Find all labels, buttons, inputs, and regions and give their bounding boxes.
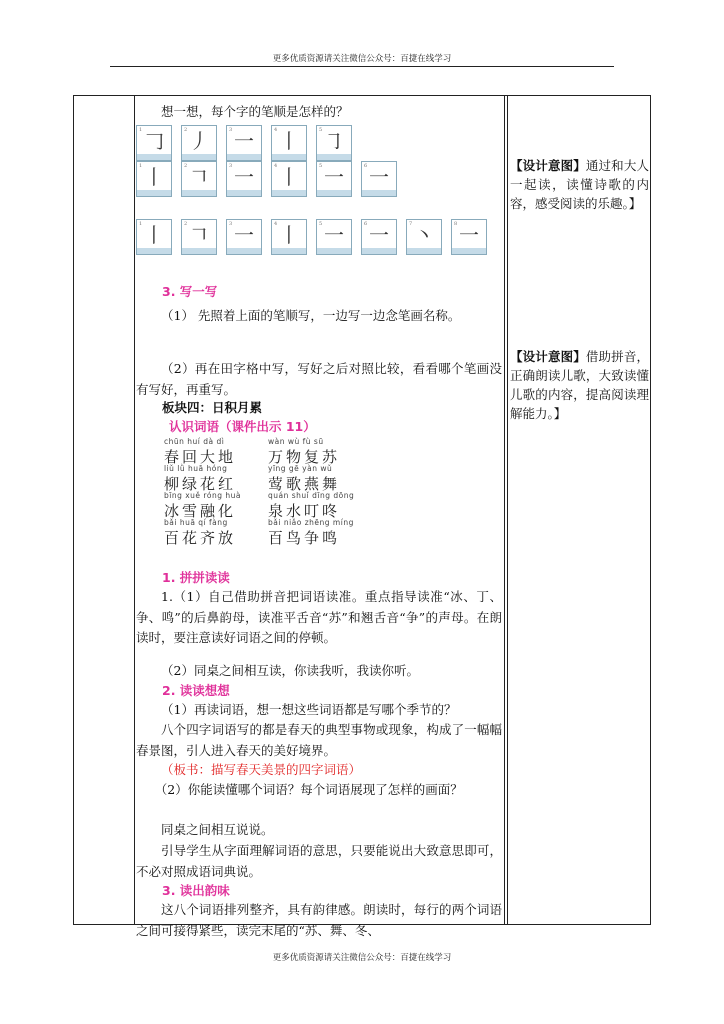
think-paragraph-2: 八个四字词语写的都是春天的典型事物或现象，构成了一幅幅春景图，引人进入春天的美好境界。 bbox=[136, 722, 502, 758]
rhythm-paragraph: 这八个词语排列整齐，具有韵律感。朗读时，每行的两个词语之间可接得紧些，读完末尾的“苏、舞、冬、 bbox=[136, 902, 502, 938]
think-paragraph-1: （1）再读词语，想一想这些词语都是写哪个季节的？ bbox=[161, 702, 457, 717]
stroke-step-number: 4 bbox=[274, 127, 278, 133]
stroke-caption-bar bbox=[317, 190, 351, 196]
design-note-text: 借助拼音，正确朗读儿歌，大致读懂儿歌的内容，提高阅读理解能力。】 bbox=[510, 349, 649, 421]
block-title: 板块四：日积月累 bbox=[162, 400, 263, 415]
stroke-caption-bar bbox=[137, 248, 171, 254]
design-note-label: 【设计意图】 bbox=[510, 158, 586, 173]
vocab-hanzi: 春回大地 bbox=[164, 448, 237, 466]
stroke-step-box bbox=[136, 161, 172, 197]
stroke-step-number: 6 bbox=[364, 163, 368, 169]
vocab-pinyin: chūn huí dà dì bbox=[164, 437, 225, 446]
stroke-step-box bbox=[181, 125, 217, 161]
stroke-step-number: 2 bbox=[184, 127, 188, 133]
stroke-step-number: 4 bbox=[274, 163, 278, 169]
vocab-item bbox=[268, 437, 368, 467]
column-divider bbox=[504, 96, 505, 924]
stroke-glyph: ㇆ bbox=[324, 129, 344, 153]
vocab-hanzi: 泉水叮咚 bbox=[268, 502, 341, 520]
pinyin-paragraph-2: （2）同桌之间相互读，你读我听，我读你听。 bbox=[161, 663, 419, 678]
stroke-caption-bar bbox=[407, 248, 441, 254]
stroke-step-box bbox=[451, 219, 487, 255]
section-title-pinyin: 1. 拼拼读读 bbox=[162, 570, 230, 585]
stroke-glyph: 𠃍 bbox=[189, 165, 209, 189]
vocab-item bbox=[164, 518, 264, 548]
stroke-glyph: 𠃍 bbox=[189, 223, 209, 247]
vocab-pinyin: yīng gē yàn wǔ bbox=[268, 464, 333, 473]
stroke-step-box bbox=[181, 219, 217, 255]
stroke-caption-bar bbox=[182, 248, 216, 254]
page-footer: 更多优质资源请关注微信公众号：百捷在线学习 bbox=[272, 953, 452, 963]
section-title-think: 2. 读读想想 bbox=[162, 683, 230, 698]
stroke-caption-bar bbox=[362, 190, 396, 196]
stroke-step-box bbox=[181, 161, 217, 197]
stroke-glyph: 一 bbox=[369, 165, 389, 189]
stroke-glyph: 𠃌 bbox=[144, 129, 164, 153]
vocab-hanzi: 莺歌燕舞 bbox=[268, 475, 341, 493]
vocab-pinyin: wàn wù fù sū bbox=[268, 437, 324, 446]
stroke-glyph: 一 bbox=[459, 223, 479, 247]
stroke-step-number: 6 bbox=[364, 221, 368, 227]
vocab-pinyin: bǎi huā qí fàng bbox=[164, 518, 228, 527]
vocab-hanzi: 柳绿花红 bbox=[164, 475, 237, 493]
stroke-step-box bbox=[361, 161, 397, 197]
vocab-item bbox=[164, 437, 264, 467]
stroke-glyph: 丶 bbox=[414, 223, 434, 247]
stroke-step-box bbox=[316, 161, 352, 197]
stroke-step-box bbox=[316, 125, 352, 161]
intro-text: 想一想，每个字的笔顺是怎样的？ bbox=[161, 104, 349, 119]
stroke-step-box bbox=[136, 125, 172, 161]
stroke-step-box bbox=[226, 161, 262, 197]
vocab-pinyin: quán shuǐ dīng dōng bbox=[268, 491, 355, 500]
write-paragraph-2: （2）再在田字格中写，写好之后对照比较，看看哪个笔画没有写好，再重写。 bbox=[136, 361, 502, 397]
stroke-caption-bar bbox=[182, 190, 216, 196]
stroke-step-number: 2 bbox=[184, 163, 188, 169]
vocab-item bbox=[268, 491, 368, 521]
stroke-glyph: 丿 bbox=[189, 129, 209, 153]
think-paragraph-3: （2）你能读懂哪个词语？每个词语展现了怎样的画面？ bbox=[154, 782, 463, 797]
stroke-caption-bar bbox=[317, 248, 351, 254]
section-title-rhythm: 3. 读出韵味 bbox=[162, 883, 230, 898]
vocab-pinyin: bǎi niǎo zhēng míng bbox=[268, 518, 354, 527]
stroke-step-box bbox=[361, 219, 397, 255]
design-note-2 bbox=[510, 347, 649, 423]
stroke-glyph: 一 bbox=[234, 129, 254, 153]
stroke-caption-bar bbox=[452, 248, 486, 254]
vocab-item bbox=[164, 491, 264, 521]
vocab-hanzi: 百花齐放 bbox=[164, 529, 237, 547]
lesson-table bbox=[73, 95, 651, 938]
write-paragraph-1: （1） 先照着上面的笔顺写，一边写一边念笔画名称。 bbox=[161, 308, 461, 323]
vocab-pinyin: bīng xuě róng huà bbox=[164, 491, 241, 500]
design-note-label: 【设计意图】 bbox=[510, 349, 586, 364]
stroke-caption-bar bbox=[227, 154, 261, 160]
vocab-item bbox=[268, 518, 368, 548]
stroke-caption-bar bbox=[362, 248, 396, 254]
header-divider bbox=[110, 66, 614, 67]
column-divider bbox=[507, 96, 508, 924]
vocab-hanzi: 百鸟争鸣 bbox=[268, 529, 341, 547]
stroke-glyph: 一 bbox=[324, 165, 344, 189]
stroke-caption-bar bbox=[272, 190, 306, 196]
stroke-caption-bar bbox=[137, 190, 171, 196]
vocab-item bbox=[268, 464, 368, 494]
stroke-step-number: 5 bbox=[319, 127, 323, 133]
stroke-step-number: 7 bbox=[409, 221, 413, 227]
stroke-step-box bbox=[406, 219, 442, 255]
page-header: 更多优质资源请关注微信公众号：百捷在线学习 bbox=[272, 54, 452, 64]
design-note-text: 通过和大人一起读，读懂诗歌的内容，感受阅读的乐趣。】 bbox=[510, 158, 649, 211]
stroke-caption-bar bbox=[272, 154, 306, 160]
think-paragraph-4: 同桌之间相互说说。 bbox=[161, 822, 274, 837]
stroke-glyph: 丨 bbox=[279, 223, 299, 247]
stroke-step-box bbox=[226, 125, 262, 161]
stroke-step-box bbox=[136, 219, 172, 255]
stroke-step-number: 2 bbox=[184, 221, 188, 227]
stroke-step-box bbox=[271, 219, 307, 255]
stroke-glyph: 丨 bbox=[144, 165, 164, 189]
section-title-write: 3. 写一写 bbox=[162, 284, 218, 299]
stroke-step-number: 3 bbox=[229, 221, 233, 227]
stroke-glyph: 一 bbox=[234, 165, 254, 189]
vocab-title: 认识词语（课件出示 11） bbox=[169, 419, 316, 434]
stroke-step-number: 1 bbox=[139, 127, 143, 133]
stroke-glyph: 丨 bbox=[279, 165, 299, 189]
stroke-glyph: 丨 bbox=[144, 223, 164, 247]
stroke-caption-bar bbox=[317, 154, 351, 160]
stroke-step-box bbox=[271, 161, 307, 197]
stroke-caption-bar bbox=[227, 248, 261, 254]
pinyin-paragraph-1: 1.（1）自己借助拼音把词语读准。重点指导读准“冰、丁、争、鸣”的后鼻韵母，读准平舌音“苏”和翘舌音“争”的声母。在朗读时，要注意读好词语之间的停顿。 bbox=[136, 589, 502, 645]
stroke-step-box bbox=[316, 219, 352, 255]
stroke-step-number: 8 bbox=[454, 221, 458, 227]
stroke-glyph: 一 bbox=[234, 223, 254, 247]
stroke-step-number: 3 bbox=[229, 127, 233, 133]
stroke-step-number: 1 bbox=[139, 163, 143, 169]
stroke-glyph: 丨 bbox=[279, 129, 299, 153]
stroke-glyph: 一 bbox=[369, 223, 389, 247]
stroke-caption-bar bbox=[272, 248, 306, 254]
stroke-caption-bar bbox=[227, 190, 261, 196]
design-note-1 bbox=[510, 156, 649, 213]
vocab-pinyin: liǔ lǜ huā hóng bbox=[164, 464, 228, 473]
stroke-step-box bbox=[226, 219, 262, 255]
stroke-caption-bar bbox=[182, 154, 216, 160]
stroke-step-box bbox=[271, 125, 307, 161]
vocab-hanzi: 万物复苏 bbox=[268, 448, 341, 466]
stroke-step-number: 1 bbox=[139, 221, 143, 227]
think-paragraph-5: 引导学生从字面理解词语的意思，只要能说出大致意思即可，不必对照成语词典说。 bbox=[136, 843, 502, 879]
vocab-hanzi: 冰雪融化 bbox=[164, 502, 237, 520]
stroke-step-number: 5 bbox=[319, 221, 323, 227]
stroke-caption-bar bbox=[137, 154, 171, 160]
vocab-item bbox=[164, 464, 264, 494]
board-note: （板书：描写春天美景的四字词语） bbox=[161, 762, 362, 777]
stroke-step-number: 3 bbox=[229, 163, 233, 169]
column-divider bbox=[134, 96, 135, 924]
stroke-step-number: 5 bbox=[319, 163, 323, 169]
stroke-glyph: 一 bbox=[324, 223, 344, 247]
stroke-step-number: 4 bbox=[274, 221, 278, 227]
